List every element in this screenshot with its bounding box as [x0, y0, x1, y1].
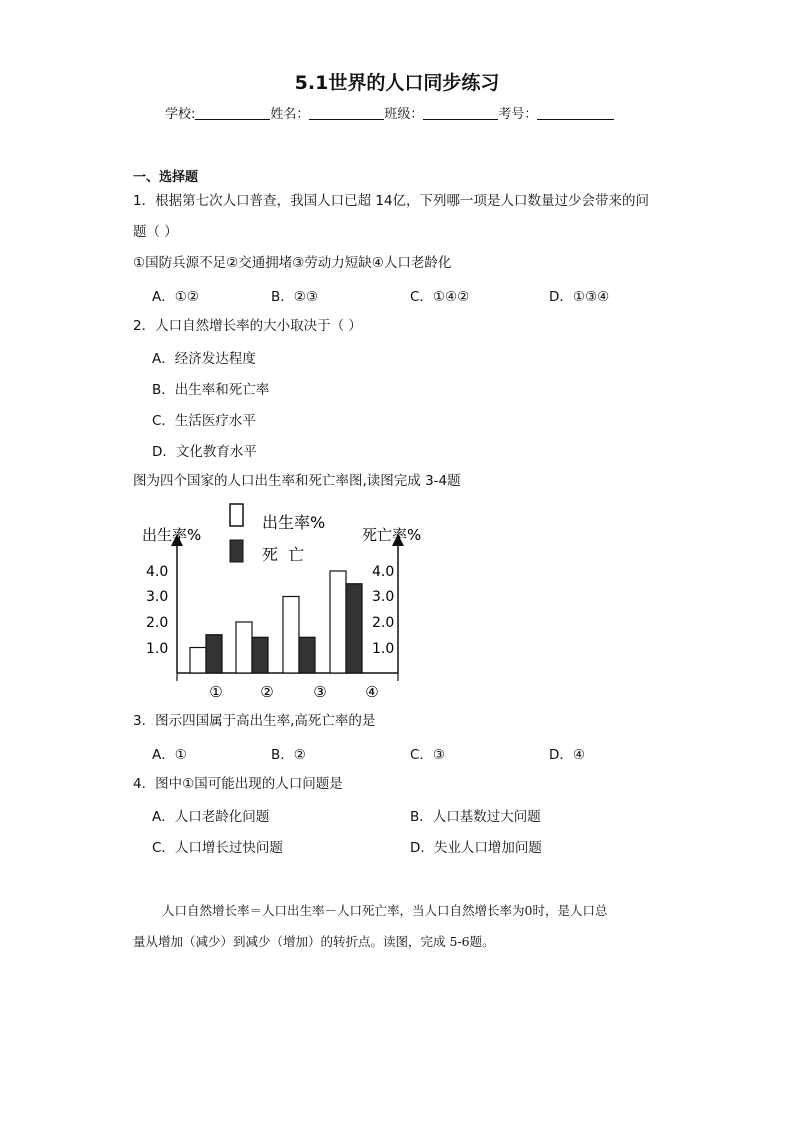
legend-label-birth: 出生率%: [262, 513, 326, 532]
q4-stem: 4．图中①国可能出现的人口问题是: [133, 776, 343, 792]
left-tick-label: 2.0: [146, 615, 169, 631]
left-tick-label: 4.0: [146, 564, 169, 580]
q34-intro: 图为四个国家的人口出生率和死亡率图,读图完成 3-4题: [133, 473, 461, 489]
legend-swatch-death: [230, 540, 243, 562]
birth-rate-bar: [283, 597, 299, 674]
q3-option-a[interactable]: A．①: [152, 747, 187, 763]
q4-option-d[interactable]: D．失业人口增加问题: [410, 840, 542, 856]
death-rate-bar: [299, 637, 315, 673]
q1-option-b[interactable]: B．②③: [271, 289, 318, 305]
q2-option-b[interactable]: B．出生率和死亡率: [152, 382, 270, 398]
q1-option-a[interactable]: A．①②: [152, 289, 199, 305]
right-tick-label: 1.0: [372, 641, 395, 657]
right-tick-label: 3.0: [372, 589, 395, 605]
q2-option-d[interactable]: D．文化教育水平: [152, 444, 257, 460]
right-tick-label: 4.0: [372, 564, 395, 580]
left-tick-label: 1.0: [146, 641, 169, 657]
q3-stem: 3．图示四国属于高出生率,高死亡率的是: [133, 713, 376, 729]
right-axis-label: 死亡率%: [362, 526, 422, 544]
category-label: ③: [313, 683, 327, 701]
exam-no-blank[interactable]: [537, 105, 614, 120]
death-rate-bar: [206, 635, 222, 673]
birth-rate-bar: [190, 648, 206, 674]
legend-swatch-birth: [230, 504, 243, 526]
q4-option-c[interactable]: C．人口增长过快问题: [152, 840, 283, 856]
legend-label-death: 死 亡: [262, 545, 305, 564]
q2-option-a[interactable]: A．经济发达程度: [152, 351, 256, 367]
q1-option-c[interactable]: C．①④②: [410, 289, 470, 305]
q3-option-d[interactable]: D．④: [549, 747, 585, 763]
school-blank[interactable]: [195, 105, 270, 120]
birth-rate-bar: [330, 571, 346, 673]
right-tick-label: 2.0: [372, 615, 395, 631]
q1-option-d[interactable]: D．①③④: [549, 289, 610, 305]
left-tick-label: 3.0: [146, 589, 169, 605]
death-rate-bar: [252, 637, 268, 673]
q4-option-a[interactable]: A．人口老龄化问题: [152, 809, 270, 825]
school-label: 学校:: [165, 107, 196, 122]
q1-items: ①国防兵源不足②交通拥堵③劳动力短缺④人口老龄化: [133, 255, 452, 271]
name-blank[interactable]: [309, 105, 384, 120]
exam-no-label: 考号：: [498, 107, 538, 122]
left-axis-label: 出生率%: [142, 526, 202, 544]
category-label: ④: [365, 683, 379, 701]
class-label: 班级：: [384, 107, 424, 122]
q56-intro-line2: 量从增加（减少）到减少（增加）的转折点。读图，完成 5-6题。: [133, 934, 495, 949]
q1-stem-line2: 题（ ）: [133, 224, 178, 240]
q3-option-b[interactable]: B．②: [271, 747, 306, 763]
q1-stem-line1: 1．根据第七次人口普查，我国人口已超 14亿，下列哪一项是人口数量过少会带来的问: [133, 193, 650, 209]
student-info-line: [165, 103, 614, 122]
birth-rate-bar: [236, 622, 252, 673]
q2-option-c[interactable]: C．生活医疗水平: [152, 413, 256, 429]
q2-stem: 2．人口自然增长率的大小取决于（ ）: [133, 318, 362, 334]
death-rate-bar: [346, 584, 362, 673]
q3-option-c[interactable]: C．③: [410, 747, 446, 763]
section-heading: 一、选择题: [133, 170, 199, 185]
page-title: 5.1世界的人口同步练习: [294, 72, 500, 94]
class-blank[interactable]: [423, 105, 498, 120]
q4-option-b[interactable]: B．人口基数过大问题: [410, 809, 541, 825]
category-label: ①: [209, 683, 223, 701]
name-label: 姓名：: [270, 107, 310, 122]
q56-intro-line1: 人口自然增长率＝人口出生率－人口死亡率，当人口自然增长率为0时，是人口总: [162, 903, 608, 918]
birth-death-rate-chart: [140, 496, 440, 706]
category-label: ②: [260, 683, 274, 701]
